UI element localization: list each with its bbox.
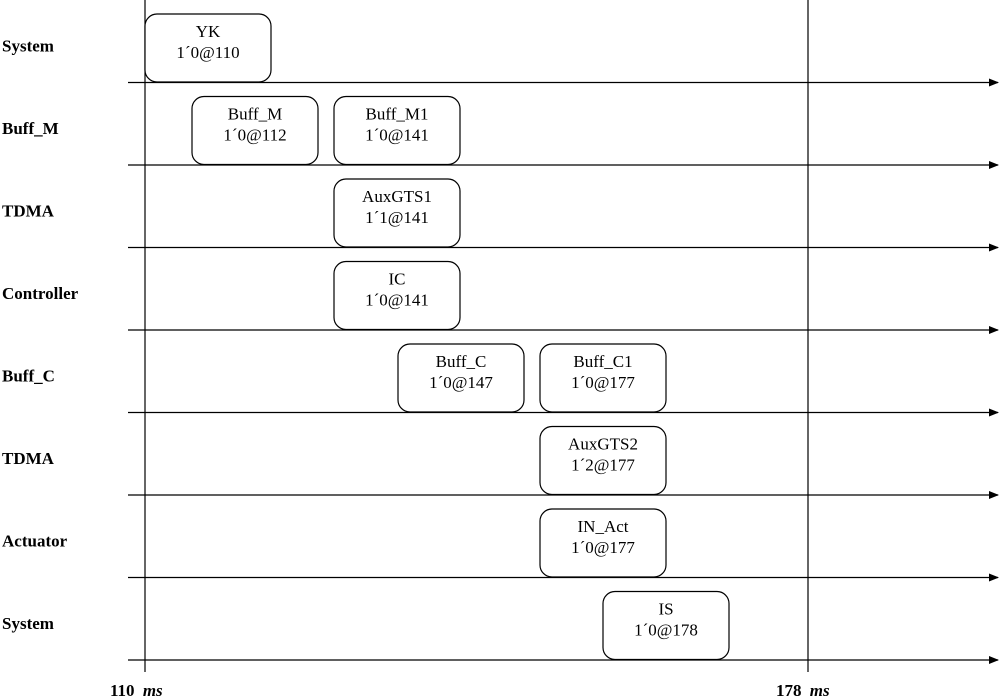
event-name: AuxGTS2 [568,434,638,454]
event-value: 1´2@177 [571,455,635,475]
time-label-start-value: 110 [110,681,135,698]
time-label-end-value: 178 [776,681,802,698]
event-name: Buff_C [435,352,487,371]
event-name: IC [388,269,406,289]
event-name: Buff_M1 [365,104,429,124]
event-box [334,97,460,165]
lane-label: Actuator [2,531,68,551]
time-label-start [110,681,163,698]
event-name: Buff_M [227,104,283,124]
event-box [540,509,666,577]
event-value: 1´0@112 [223,125,287,145]
time-label-end-unit: ms [809,681,830,698]
event-value: 1´0@177 [571,538,635,557]
lane-label: TDMA [2,201,54,221]
event-box [334,262,460,330]
event-boxes [145,14,729,660]
lane-label: Buff_C [2,366,55,386]
lane-label: TDMA [2,449,54,468]
event-box [540,344,666,412]
event-value: 1´0@147 [429,373,493,392]
event-name: AuxGTS1 [362,187,432,206]
time-label-start-unit: ms [142,681,163,698]
time-label-end [776,681,830,698]
event-name: Buff_C1 [573,352,633,371]
lane-label: System [2,614,54,633]
event-value: 1´0@141 [365,125,429,145]
event-value: 1´0@177 [571,373,635,392]
event-name: YK [195,22,221,41]
lane-label: System [2,36,54,56]
lane-label: Controller [2,284,79,303]
event-box [192,97,318,165]
event-box [398,344,524,412]
event-box [334,179,460,247]
event-value: 1´0@110 [176,43,240,62]
event-name: IN_Act [577,517,629,536]
event-value: 1´0@141 [365,290,429,310]
event-value: 1´1@141 [365,208,429,227]
lane-label: Buff_M [2,119,59,138]
event-value: 1´0@178 [634,620,698,640]
event-name: IS [658,599,674,619]
event-box [540,427,666,495]
event-box [145,14,271,82]
event-box [603,592,729,660]
